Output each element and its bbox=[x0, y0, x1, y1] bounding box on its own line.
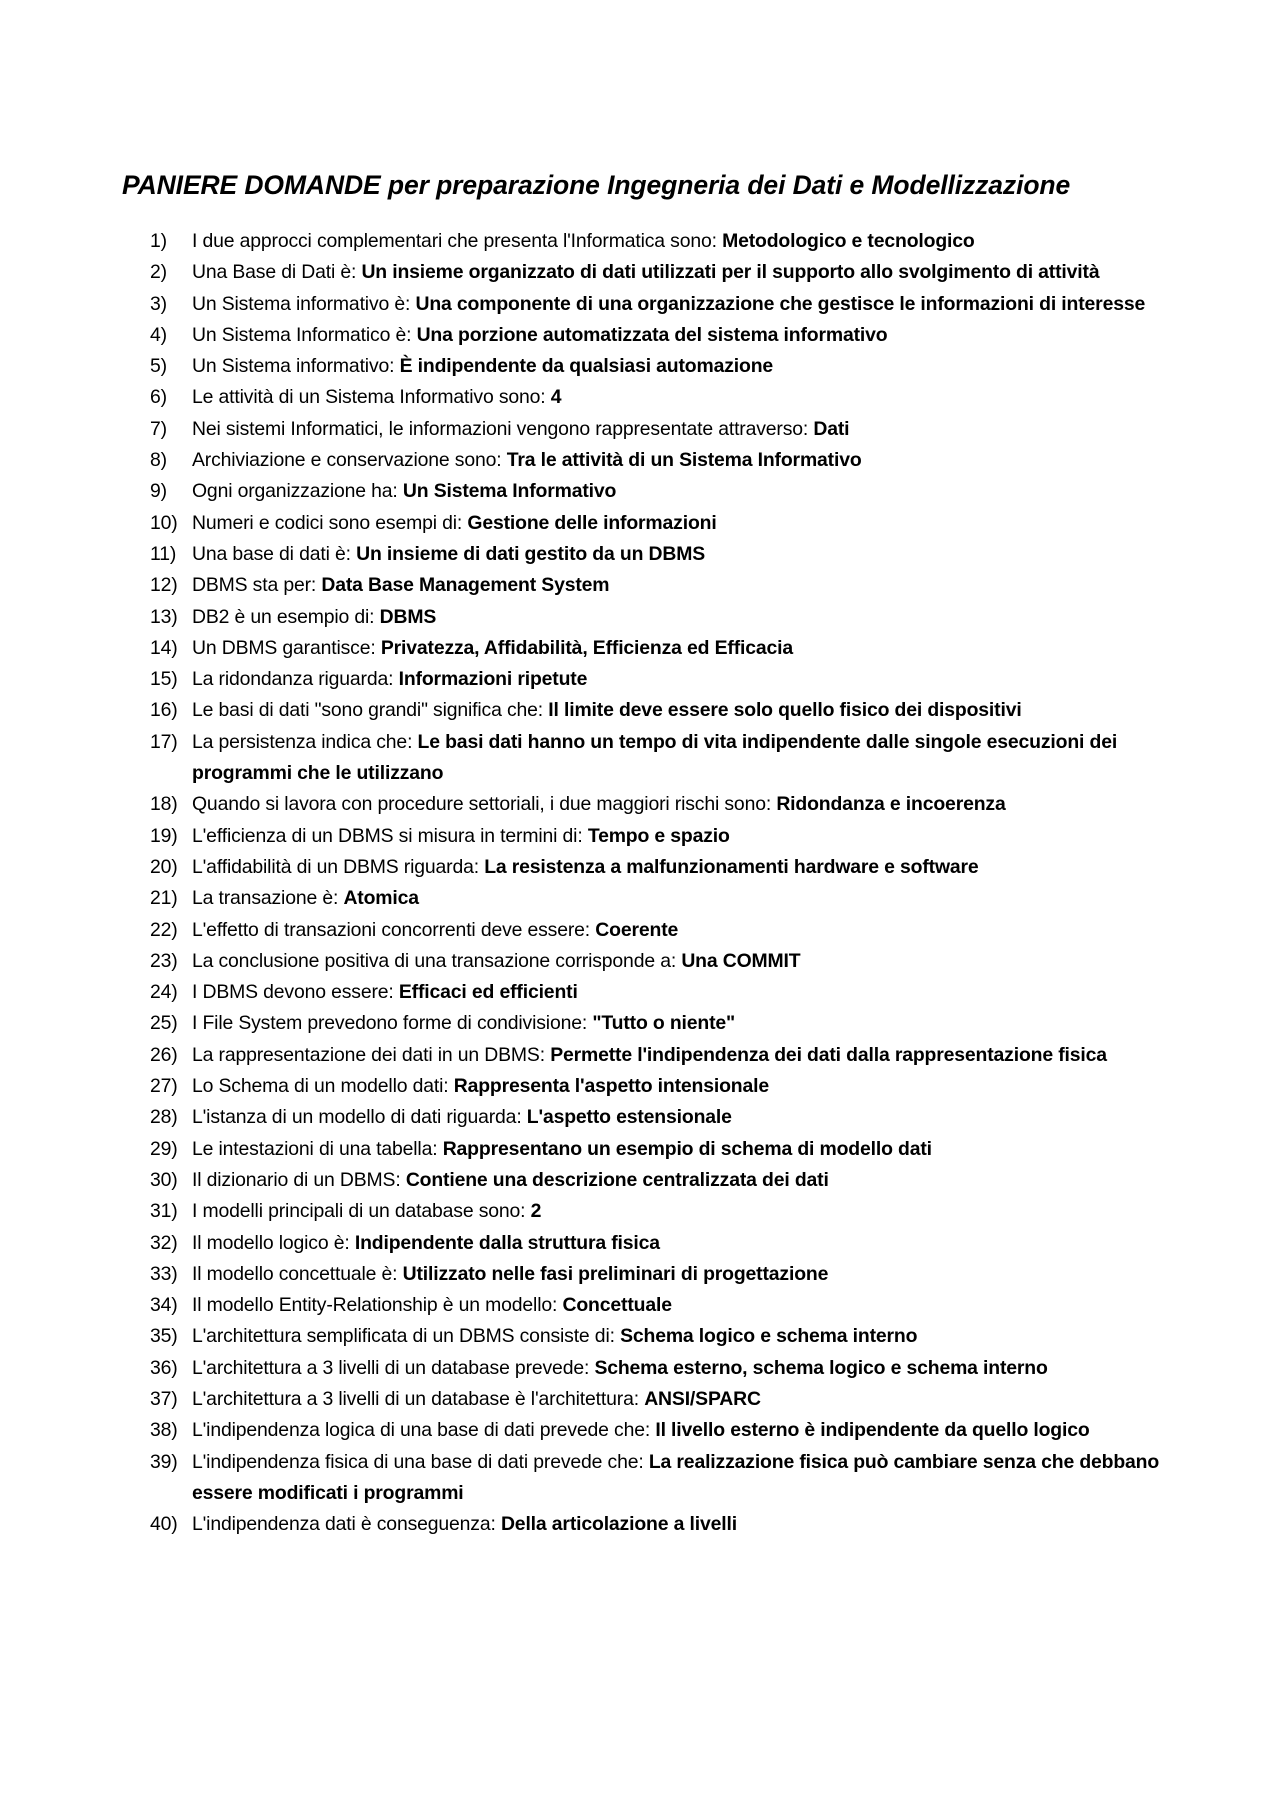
question-number: 32) bbox=[150, 1231, 178, 1254]
question-text: L'efficienza di un DBMS si misura in termini di: bbox=[192, 824, 588, 847]
question-number: 40) bbox=[150, 1513, 178, 1536]
question-answer: Ridondanza e incoerenza bbox=[776, 793, 1006, 816]
list-item bbox=[0, 602, 1280, 633]
list-item bbox=[0, 821, 1280, 852]
question-number: 15) bbox=[150, 668, 178, 691]
question-number: 16) bbox=[150, 699, 178, 722]
question-number: 38) bbox=[150, 1419, 178, 1442]
question-answer: Metodologico e tecnologico bbox=[722, 230, 975, 252]
question-answer: 2 bbox=[530, 1200, 542, 1223]
question-number: 34) bbox=[150, 1294, 178, 1317]
list-item bbox=[0, 1259, 1280, 1290]
question-number: 2) bbox=[150, 261, 167, 284]
question-answer: L'aspetto estensionale bbox=[526, 1106, 732, 1129]
question-number: 17) bbox=[150, 730, 178, 753]
question-text: L'architettura a 3 livelli di un database prevede: bbox=[192, 1356, 595, 1379]
question-text: Numeri e codici sono esempi di: bbox=[192, 511, 468, 534]
question-answer: Efficaci ed efficienti bbox=[398, 981, 578, 1004]
question-text: L'indipendenza fisica di una base di dati prevede che: bbox=[192, 1450, 649, 1473]
question-answer: Un insieme organizzato di dati utilizzati per il supporto allo svolgimento di attività bbox=[361, 261, 1100, 284]
list-item bbox=[0, 320, 1280, 351]
question-text: Il dizionario di un DBMS: bbox=[192, 1168, 406, 1191]
list-item bbox=[0, 1290, 1280, 1321]
question-text: L'effetto di transazioni concorrenti deve essere: bbox=[192, 918, 596, 941]
question-answer: Privatezza, Affidabilità, Efficienza ed Efficacia bbox=[380, 636, 794, 659]
question-number: 33) bbox=[150, 1262, 178, 1285]
question-answer: "Tutto o niente" bbox=[592, 1012, 736, 1035]
question-text: Le intestazioni di una tabella: bbox=[192, 1137, 443, 1160]
question-number: 25) bbox=[150, 1012, 178, 1035]
question-answer: Tra le attività di un Sistema Informativo bbox=[506, 449, 862, 472]
list-item bbox=[0, 289, 1280, 320]
question-answer: Tempo e spazio bbox=[587, 824, 730, 847]
question-text: L'istanza di un modello di dati riguarda: bbox=[192, 1106, 527, 1129]
question-text: L'indipendenza dati è conseguenza: bbox=[192, 1513, 501, 1536]
list-item bbox=[0, 1509, 1280, 1540]
question-text: La ridondanza riguarda: bbox=[192, 668, 399, 691]
question-answer: Una porzione automatizzata del sistema informativo bbox=[416, 323, 888, 346]
list-item bbox=[0, 570, 1280, 601]
question-answer: 4 bbox=[550, 386, 562, 409]
list-item bbox=[0, 915, 1280, 946]
question-answer: La realizzazione fisica può cambiare senza che debbano essere modificati i programmi bbox=[192, 1450, 1160, 1504]
question-number: 21) bbox=[150, 887, 178, 910]
question-text: La persistenza indica che: bbox=[192, 730, 418, 753]
list-item bbox=[0, 977, 1280, 1008]
list-item bbox=[0, 1321, 1280, 1352]
list-item bbox=[0, 508, 1280, 539]
question-text: L'architettura a 3 livelli di un database è l'architettura: bbox=[192, 1387, 645, 1410]
question-number: 39) bbox=[150, 1450, 178, 1473]
question-answer: Schema esterno, schema logico e schema interno bbox=[594, 1356, 1048, 1379]
question-text: Un DBMS garantisce: bbox=[192, 636, 381, 659]
list-item bbox=[0, 257, 1280, 288]
list-item bbox=[0, 1196, 1280, 1227]
list-item bbox=[0, 1384, 1280, 1415]
list-item bbox=[0, 1008, 1280, 1039]
question-number: 23) bbox=[150, 949, 178, 972]
question-text: I DBMS devono essere: bbox=[192, 981, 399, 1004]
question-answer: Atomica bbox=[343, 887, 419, 910]
question-number: 22) bbox=[150, 918, 178, 941]
question-number: 36) bbox=[150, 1356, 178, 1379]
list-item bbox=[0, 852, 1280, 883]
list-item bbox=[0, 883, 1280, 914]
question-number: 10) bbox=[150, 511, 178, 534]
question-answer: Data Base Management System bbox=[321, 574, 610, 597]
question-number: 29) bbox=[150, 1137, 178, 1160]
question-number: 19) bbox=[150, 824, 178, 847]
question-answer: Gestione delle informazioni bbox=[467, 511, 717, 534]
question-text: Le basi di dati "sono grandi" significa che: bbox=[192, 699, 549, 722]
list-item bbox=[0, 226, 1280, 257]
question-answer: Le basi dati hanno un tempo di vita indipendente dalle singole esecuzioni dei programmi che le utilizzano bbox=[192, 730, 1118, 785]
question-list bbox=[0, 226, 1280, 1540]
question-text: La transazione è: bbox=[192, 887, 344, 910]
question-answer: Rappresenta l'aspetto intensionale bbox=[453, 1075, 769, 1098]
list-item bbox=[0, 1228, 1280, 1259]
question-answer: È indipendente da qualsiasi automazione bbox=[399, 355, 774, 378]
question-answer: Il livello esterno è indipendente da quello logico bbox=[655, 1419, 1090, 1442]
question-number: 3) bbox=[150, 292, 167, 315]
list-item bbox=[0, 1071, 1280, 1102]
question-text: Le attività di un Sistema Informativo sono: bbox=[192, 386, 551, 409]
question-number: 20) bbox=[150, 855, 178, 878]
question-text: Un Sistema informativo: bbox=[192, 355, 400, 378]
question-answer: DBMS bbox=[379, 605, 437, 628]
list-item bbox=[0, 664, 1280, 695]
list-item bbox=[0, 727, 1280, 790]
question-answer: La resistenza a malfunzionamenti hardware e software bbox=[484, 855, 979, 878]
question-answer: Coerente bbox=[595, 918, 679, 941]
question-answer: Contiene una descrizione centralizzata dei dati bbox=[405, 1168, 829, 1191]
question-text: Un Sistema Informatico è: bbox=[192, 323, 417, 346]
question-text: La rappresentazione dei dati in un DBMS: bbox=[192, 1043, 551, 1066]
list-item bbox=[0, 695, 1280, 726]
question-answer: Un Sistema Informativo bbox=[402, 480, 617, 503]
question-answer: Rappresentano un esempio di schema di modello dati bbox=[442, 1137, 932, 1160]
question-text: Il modello concettuale è: bbox=[192, 1262, 403, 1285]
question-text: Nei sistemi Informatici, le informazioni vengono rappresentate attraverso: bbox=[192, 417, 814, 440]
list-item bbox=[0, 382, 1280, 413]
question-number: 8) bbox=[150, 449, 167, 472]
question-answer: Concettuale bbox=[562, 1294, 672, 1317]
question-text: I due approcci complementari che presenta l'Informatica sono: bbox=[192, 230, 723, 252]
list-item bbox=[0, 1353, 1280, 1384]
question-number: 28) bbox=[150, 1106, 178, 1129]
question-number: 37) bbox=[150, 1387, 178, 1410]
question-answer: Utilizzato nelle fasi preliminari di progettazione bbox=[402, 1262, 829, 1285]
list-item bbox=[0, 1415, 1280, 1446]
question-number: 1) bbox=[150, 230, 167, 252]
list-item bbox=[0, 633, 1280, 664]
question-answer: Il limite deve essere solo quello fisico dei dispositivi bbox=[548, 699, 1022, 722]
question-answer: Un insieme di dati gestito da un DBMS bbox=[356, 542, 705, 565]
question-answer: ANSI/SPARC bbox=[644, 1387, 761, 1410]
question-text: I File System prevedono forme di condivisione: bbox=[192, 1012, 593, 1035]
question-answer: Schema logico e schema interno bbox=[620, 1325, 918, 1348]
question-number: 35) bbox=[150, 1325, 178, 1348]
question-answer: Una COMMIT bbox=[681, 949, 801, 972]
question-number: 18) bbox=[150, 793, 178, 816]
question-text: Quando si lavora con procedure settoriali, i due maggiori rischi sono: bbox=[192, 793, 777, 816]
question-text: La conclusione positiva di una transazione corrisponde a: bbox=[192, 949, 682, 972]
question-answer: Indipendente dalla struttura fisica bbox=[354, 1231, 660, 1254]
question-number: 13) bbox=[150, 605, 178, 628]
question-number: 12) bbox=[150, 574, 178, 597]
list-item bbox=[0, 445, 1280, 476]
question-number: 24) bbox=[150, 981, 178, 1004]
question-text: Ogni organizzazione ha: bbox=[192, 480, 403, 503]
question-answer: Permette l'indipendenza dei dati dalla rappresentazione fisica bbox=[550, 1043, 1107, 1066]
question-text: Il modello logico è: bbox=[192, 1231, 355, 1254]
list-item bbox=[0, 1102, 1280, 1133]
question-number: 26) bbox=[150, 1043, 178, 1066]
question-text: Una base di dati è: bbox=[192, 542, 357, 565]
question-text: Lo Schema di un modello dati: bbox=[192, 1075, 454, 1098]
question-number: 9) bbox=[150, 480, 167, 503]
list-item bbox=[0, 1040, 1280, 1071]
question-number: 30) bbox=[150, 1168, 178, 1191]
question-text: DB2 è un esempio di: bbox=[192, 605, 380, 628]
question-number: 27) bbox=[150, 1075, 178, 1098]
question-text: Una Base di Dati è: bbox=[192, 261, 362, 284]
question-text: L'architettura semplificata di un DBMS consiste di: bbox=[192, 1325, 621, 1348]
question-text: DBMS sta per: bbox=[192, 574, 322, 597]
question-number: 5) bbox=[150, 355, 167, 378]
question-number: 11) bbox=[150, 542, 177, 565]
question-number: 4) bbox=[150, 323, 167, 346]
question-text: I modelli principali di un database sono: bbox=[192, 1200, 531, 1223]
question-text: Archiviazione e conservazione sono: bbox=[192, 449, 507, 472]
page-title: PANIERE DOMANDE per preparazione Ingegneria dei Dati e Modellizzazione bbox=[122, 170, 1071, 200]
list-item bbox=[0, 946, 1280, 977]
list-item bbox=[0, 1134, 1280, 1165]
question-text: L'affidabilità di un DBMS riguarda: bbox=[192, 855, 485, 878]
list-item bbox=[0, 1165, 1280, 1196]
question-text: Il modello Entity-Relationship è un modello: bbox=[192, 1294, 563, 1317]
list-item bbox=[0, 539, 1280, 570]
list-item bbox=[0, 351, 1280, 382]
question-text: Un Sistema informativo è: bbox=[192, 292, 416, 315]
question-number: 6) bbox=[150, 386, 167, 409]
question-answer: Della articolazione a livelli bbox=[500, 1513, 737, 1536]
question-number: 31) bbox=[150, 1200, 178, 1223]
question-number: 14) bbox=[150, 636, 178, 659]
list-item bbox=[0, 789, 1280, 820]
list-item bbox=[0, 414, 1280, 445]
question-answer: Una componente di una organizzazione che gestisce le informazioni di interesse bbox=[415, 292, 1146, 315]
question-answer: Informazioni ripetute bbox=[398, 668, 588, 691]
list-item bbox=[0, 1447, 1280, 1510]
question-number: 7) bbox=[150, 417, 167, 440]
question-answer: Dati bbox=[813, 417, 850, 440]
question-text: L'indipendenza logica di una base di dati prevede che: bbox=[192, 1419, 656, 1442]
list-item bbox=[0, 476, 1280, 507]
